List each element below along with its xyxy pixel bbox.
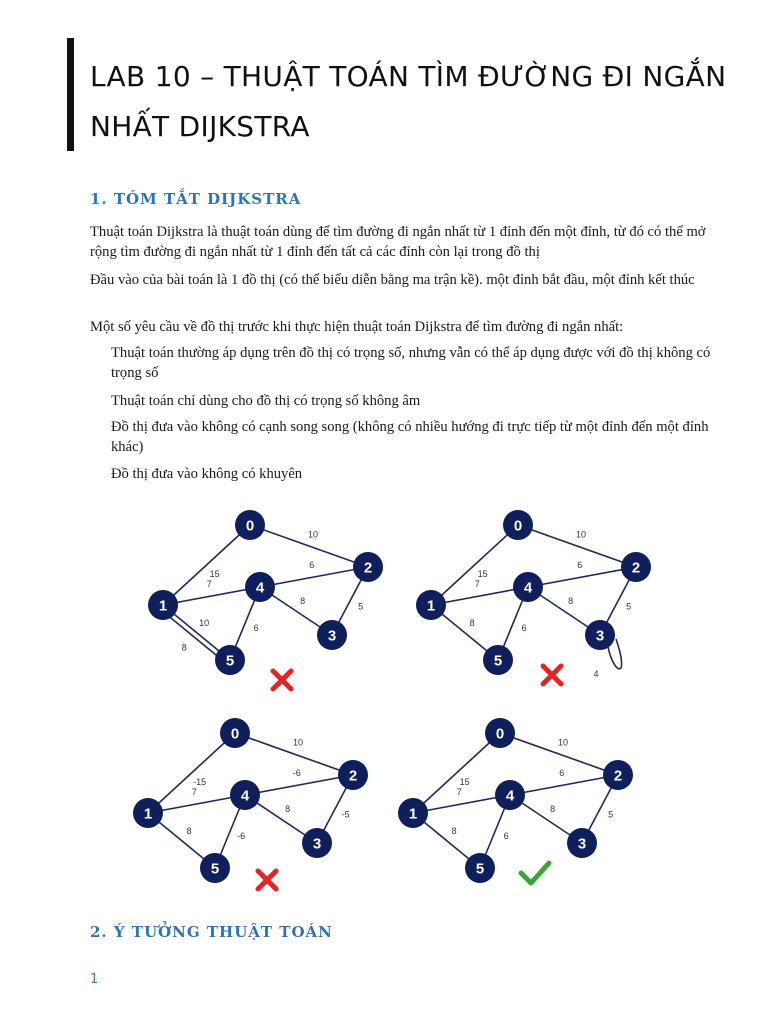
edge-weight-label: 6 [577,560,583,571]
graph-node-label: 0 [230,725,240,743]
section-1-heading: 1. TÓM TẮT DIJKSTRA [90,190,302,208]
edge-weight-label: 6 [521,623,527,634]
graph-node-label: 4 [255,579,265,597]
graph-node-label: 2 [631,559,641,577]
cross-icon [543,666,561,684]
edge-weight-label: 10 [308,529,319,540]
edge-weight-label: 10 [558,737,569,748]
graph-edge [413,733,500,813]
graph-node-label: 5 [225,652,235,670]
graph-node-label: 4 [505,787,515,805]
paragraph-input: Đầu vào của bài toán là 1 đồ thị (có thể biểu diễn bằng ma trận kề). một đỉnh bắt đầu, một đỉnh kết thúc [90,272,695,288]
edge-weight-label: -6 [237,831,246,842]
requirement-item: Đồ thị đưa vào không có cạnh song song (không có nhiều hướng đi trực tiếp từ một đỉnh đến một đỉnh khác) [111,419,709,455]
graph-edge [148,733,235,813]
cross-icon [273,671,291,689]
graph-node-label: 1 [158,597,168,615]
graph-node-label: 3 [577,835,587,853]
graph-panel [398,718,633,883]
check-icon [521,863,549,883]
edge-weight-label: 6 [503,831,509,842]
edge-weight-label: 8 [186,826,192,837]
graph-node-label: 0 [245,517,255,535]
page-title: LAB 10 – THUẬT TOÁN TÌM ĐƯỜNG ĐI NGẮN NHẤT DIJKSTRA [90,60,727,143]
graph-node-label: 2 [613,767,623,785]
requirement-item: Đồ thị đưa vào không có khuyên [111,466,303,482]
edge-weight-label: 8 [469,618,475,629]
graph-node-label: 4 [240,787,250,805]
paragraph-requirements: Một số yêu cầu về đồ thị trước khi thực hiện thuật toán Dijkstra để tìm đường đi ngắn nhất: [90,319,624,335]
edge-weight-label: -15 [193,776,207,787]
edge-weight-label: 7 [474,579,480,590]
edge-weight-label: 6 [559,768,565,779]
edge-weight-label: 10 [293,737,304,748]
graph-node-label: 5 [493,652,503,670]
requirement-item: Thuật toán chỉ dùng cho đồ thị có trọng số không âm [111,393,421,409]
title-accent-bar [67,38,74,151]
graph-edge [163,525,250,605]
edge-weight-label: 15 [209,568,220,579]
edge-weight-label: 15 [477,568,488,579]
page-number: 1 [90,972,99,987]
edge-weight-label: 8 [568,596,574,607]
graph-node-label: 0 [513,517,523,535]
graph-node-label: 1 [143,805,153,823]
graph-edge [431,525,518,605]
edge-weight-label: 7 [191,787,197,798]
edge-weight-label: -6 [292,768,301,779]
edge-weight-label: 5 [608,809,614,820]
edge-weight-label: 4 [593,669,599,679]
graph-node-label: 5 [210,860,220,878]
graph-node-label: 0 [495,725,505,743]
edge-weight-label: 15 [459,776,470,787]
graph-node-label: 1 [408,805,418,823]
edge-weight-label: 8 [300,596,306,607]
section-2-heading: 2. Ý TƯỞNG THUẬT TOÁN [90,923,333,941]
graph-panel [416,510,651,679]
edge-weight-label: 6 [309,560,315,571]
graph-node-label: 3 [595,627,605,645]
edge-weight-label: 5 [626,601,632,612]
edge-weight-label: 6 [253,623,259,634]
edge-weight-label: 8 [451,826,457,837]
edge-weight-label: 7 [206,579,212,590]
graph-node-label: 2 [348,767,358,785]
edge-weight-label: 10 [576,529,587,540]
graph-node-label: 3 [312,835,322,853]
graph-node-label: 1 [426,597,436,615]
graph-node-label: 3 [327,627,337,645]
edge-weight-label: 8 [550,804,556,815]
requirement-item: Thuật toán thường áp dụng trên đồ thị có trọng số, nhưng vẫn có thể áp dụng được với đồ thị không có trọng số [111,345,711,381]
paragraph-intro: Thuật toán Dijkstra là thuật toán dùng để tìm đường đi ngắn nhất từ 1 đỉnh đến một đỉnh, từ đó có thể mở rộng tìm đường đi ngắn nhất từ 1 đỉnh đến tất cả các đỉnh còn lại trong đồ thị [90,224,706,260]
graph-node-label: 2 [363,559,373,577]
edge-weight-label: 8 [285,804,291,815]
edge-weight-label: 10 [199,618,210,629]
graph-panel [133,718,368,883]
edge-weight-label: 5 [358,601,364,612]
edge-weight-label: 8 [181,642,187,653]
cross-icon [258,871,276,889]
graph-node-label: 4 [523,579,533,597]
graph-examples-figure [130,505,660,900]
edge-weight-label: 7 [456,787,462,798]
graph-panel [148,510,383,675]
graph-node-label: 5 [475,860,485,878]
edge-weight-label: -5 [341,809,350,820]
